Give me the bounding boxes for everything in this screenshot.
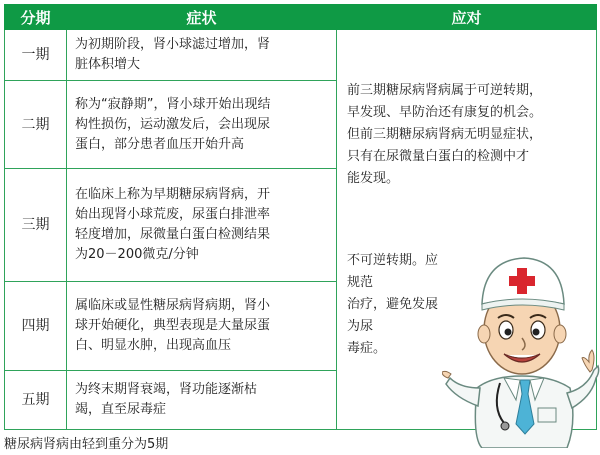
response-cell: [337, 30, 597, 430]
header-response: 应对: [337, 5, 597, 30]
symptom-line: 属临床或显性糖尿病肾病期，肾小: [75, 297, 271, 313]
symptom-line: 白、明显水肿，出现高血压: [75, 337, 232, 353]
symptom-line: 蛋白，部分患者血压开始升高: [75, 136, 245, 152]
header-stage: 分期: [5, 5, 67, 30]
symptom-line: 为20－200微克/分钟: [75, 247, 199, 263]
response-line: 能发现。: [347, 171, 400, 186]
symptom-line: 为初期阶段，肾小球滤过增加，肾: [75, 37, 271, 53]
symptom-line: 竭，直至尿毒症: [75, 401, 167, 417]
response-line: 毒症。: [347, 341, 387, 356]
stage-cell: 三期: [5, 169, 67, 282]
symptom-line: 球开始硬化，典型表现是大量尿蛋: [75, 317, 271, 333]
symptom-line: 为终末期肾衰竭，肾功能逐渐枯: [75, 381, 258, 397]
symptom-cell: [67, 81, 337, 169]
stage-cell: 二期: [5, 81, 67, 169]
table-row: [5, 30, 597, 81]
symptom-line: 构性损伤，运动激发后，会出现尿: [75, 116, 271, 132]
stage-cell: 五期: [5, 370, 67, 430]
symptom-line: 称为“寂静期”，肾小球开始出现结: [75, 96, 271, 112]
symptom-line: 始出现肾小球荒废，尿蛋白排泄率: [75, 207, 271, 223]
header-symptom: 症状: [67, 5, 337, 30]
symptom-cell: [67, 30, 337, 81]
caption: 糖尿病肾病由轻到重分为5期: [4, 437, 169, 452]
response-line: 不可逆转期。应规范: [347, 253, 439, 290]
response-early: [347, 80, 597, 190]
symptom-cell: [67, 169, 337, 282]
stage-cell: 一期: [5, 30, 67, 81]
stages-table-wrap: [4, 4, 596, 430]
symptom-cell: [67, 370, 337, 430]
doctor-illustration: [442, 238, 600, 448]
symptom-line: 轻度增加，尿微量白蛋白检测结果: [75, 227, 271, 243]
symptom-line: 在临床上称为早期糖尿病肾病，开: [75, 187, 271, 203]
symptom-cell: [67, 282, 337, 370]
response-line: 前三期糖尿病肾病属于可逆转期，: [347, 83, 543, 98]
response-line: 但前三期糖尿病肾病无明显症状，: [347, 127, 543, 142]
table-header-row: [5, 5, 597, 30]
response-line: 治疗，避免发展为尿: [347, 297, 439, 334]
stage-cell: 四期: [5, 282, 67, 370]
stages-table: [4, 4, 597, 430]
response-late: [347, 250, 447, 360]
response-line: 只有在尿微量白蛋白的检测中才: [347, 149, 530, 164]
symptom-line: 脏体积增大: [75, 57, 141, 73]
response-line: 早发现、早防治还有康复的机会。: [347, 105, 543, 120]
